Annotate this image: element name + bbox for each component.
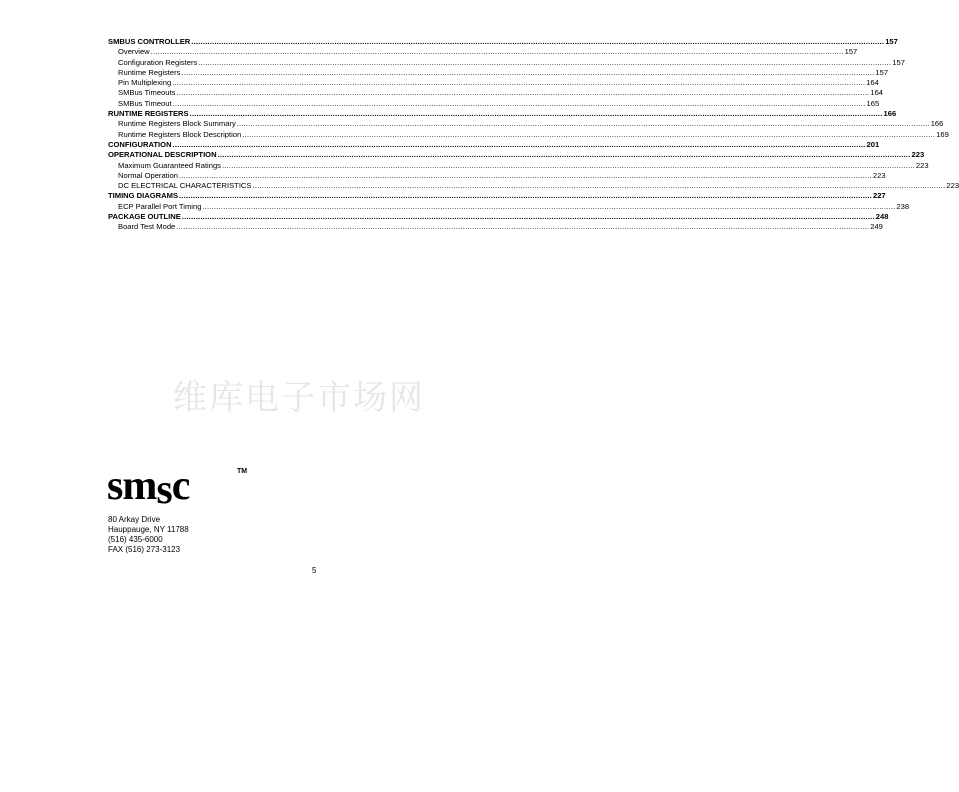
toc-section-entry[interactable] [108, 139, 880, 150]
toc-entry-page: 166 [930, 119, 944, 129]
logo-part-1: sm [107, 463, 157, 509]
toc-entry-page: 201 [866, 139, 880, 149]
toc-entry-title: CONFIGURATION [108, 139, 172, 149]
toc-entry-title: SMBus Timeout [118, 98, 172, 108]
toc-entry-page: 248 [875, 212, 889, 222]
toc-entry-title: OPERATIONAL DESCRIPTION [108, 150, 217, 160]
toc-entry-page: 223 [915, 160, 929, 170]
toc-entry-page: 223 [872, 170, 886, 180]
toc-section-entry[interactable] [108, 37, 898, 47]
toc-section-entry[interactable] [108, 109, 897, 119]
toc-entry-page: 157 [844, 47, 858, 57]
toc-entry-page: 164 [866, 78, 879, 88]
toc-subsection-entry[interactable] [108, 119, 944, 129]
toc-dot-leader: ............................................................................................................................................................................................................................................................................................................ [181, 67, 875, 77]
toc-entry-page: 238 [896, 201, 910, 211]
toc-entry-title: SMBus Timeouts [118, 88, 176, 98]
toc-entry-title: ECP Parallel Port Timing [118, 201, 202, 211]
address-fax: FAX (516) 273-3123 [108, 545, 181, 554]
toc-dot-leader: ............................................................................................................................................................................................................................................................................................................ [178, 170, 872, 180]
toc-entry-page: 157 [892, 57, 905, 67]
toc-subsection-entry[interactable] [108, 78, 879, 88]
toc-entry-title: Runtime Registers Block Description [118, 129, 242, 139]
toc-subsection-entry[interactable] [108, 67, 889, 78]
toc-subsection-entry[interactable] [108, 160, 929, 171]
toc-entry-title: RUNTIME REGISTERS [108, 109, 189, 119]
trademark-symbol: TM [237, 468, 248, 475]
toc-entry-page: 227 [872, 191, 886, 201]
toc-dot-leader: ............................................................................................................................................................................................................................................................................................................ [252, 181, 946, 191]
toc-dot-leader: ............................................................................................................................................................................................................................................................................................................ [150, 47, 844, 57]
toc-entry-title: Runtime Registers Block Summary [118, 119, 236, 129]
toc-entry-page: 157 [885, 37, 898, 46]
toc-entry-page: 223 [946, 181, 959, 191]
toc-dot-leader: ............................................................................................................................................................................................................................................................................................................ [221, 160, 915, 170]
toc-subsection-entry[interactable] [108, 88, 884, 98]
toc-entry-title: Normal Operation [118, 170, 178, 180]
toc-entry-title: Board Test Mode [118, 222, 176, 232]
logo-part-2: s [156, 467, 172, 513]
toc-dot-leader: ............................................................................................................................................................................................................................................................................................................ [176, 88, 870, 98]
toc-subsection-entry[interactable] [108, 222, 883, 232]
toc-dot-leader: ............................................................................................................................................................................................................................................................................................................ [172, 78, 866, 88]
toc-section-entry[interactable] [108, 191, 886, 201]
toc-dot-leader: ............................................................................................................................................................................................................................................................................................................ [217, 150, 911, 160]
toc-entry-page: 166 [883, 109, 897, 119]
toc-entry-page: 164 [870, 88, 884, 98]
toc-dot-leader: ............................................................................................................................................................................................................................................................................................................ [179, 191, 872, 201]
page-number: 5 [312, 566, 317, 575]
toc-entry-title: Pin Multiplexing [118, 78, 172, 88]
toc-entry-title: Runtime Registers [118, 67, 181, 77]
toc-dot-leader: ............................................................................................................................................................................................................................................................................................................ [181, 212, 875, 222]
address-phone: (516) 435-6000 [108, 535, 163, 544]
toc-subsection-entry[interactable] [108, 98, 880, 109]
toc-dot-leader: ............................................................................................................................................................................................................................................................................................................ [191, 37, 885, 46]
toc-entry-page: 165 [866, 98, 880, 108]
table-of-contents [108, 37, 959, 233]
logo-part-3: c [171, 463, 190, 509]
toc-subsection-entry[interactable] [108, 181, 959, 191]
address-city: Hauppauge, NY 11788 [108, 525, 189, 534]
toc-subsection-entry[interactable] [108, 57, 905, 68]
logo-wordmark [107, 463, 247, 513]
watermark: 维库电子市场网 [173, 378, 425, 418]
company-address [108, 515, 189, 555]
toc-subsection-entry[interactable] [108, 201, 910, 212]
toc-dot-leader: ............................................................................................................................................................................................................................................................................................................ [172, 139, 866, 149]
toc-dot-leader: ............................................................................................................................................................................................................................................................................................................ [236, 119, 930, 129]
smsc-logo [107, 463, 248, 513]
toc-entry-title: SMBUS CONTROLLER [108, 37, 191, 46]
toc-entry-page: 169 [936, 129, 949, 139]
address-street: 80 Arkay Drive [108, 515, 161, 524]
toc-entry-title: TIMING DIAGRAMS [108, 191, 179, 201]
toc-entry-page: 157 [875, 67, 889, 77]
toc-entry-page: 249 [870, 222, 883, 232]
toc-dot-leader: ............................................................................................................................................................................................................................................................................................................ [202, 201, 896, 211]
toc-entry-title: PACKAGE OUTLINE [108, 212, 181, 222]
toc-dot-leader: ............................................................................................................................................................................................................................................................................................................ [242, 129, 936, 139]
toc-section-entry[interactable] [108, 150, 925, 160]
toc-dot-leader: ............................................................................................................................................................................................................................................................................................................ [172, 98, 866, 108]
toc-subsection-entry[interactable] [108, 47, 858, 57]
toc-entry-title: Maximum Guaranteed Ratings [118, 160, 221, 170]
toc-entry-title: Overview [118, 47, 150, 57]
toc-dot-leader: ............................................................................................................................................................................................................................................................................................................ [198, 57, 892, 67]
toc-entry-title: Configuration Registers [118, 57, 198, 67]
toc-section-entry[interactable] [108, 212, 889, 222]
toc-dot-leader: ............................................................................................................................................................................................................................................................................................................ [176, 222, 870, 232]
toc-subsection-entry[interactable] [108, 170, 886, 181]
toc-subsection-entry[interactable] [108, 129, 949, 140]
toc-entry-page: 223 [911, 150, 925, 160]
toc-entry-title: DC ELECTRICAL CHARACTERISTICS [118, 181, 252, 191]
toc-dot-leader: ............................................................................................................................................................................................................................................................................................................ [189, 109, 883, 119]
